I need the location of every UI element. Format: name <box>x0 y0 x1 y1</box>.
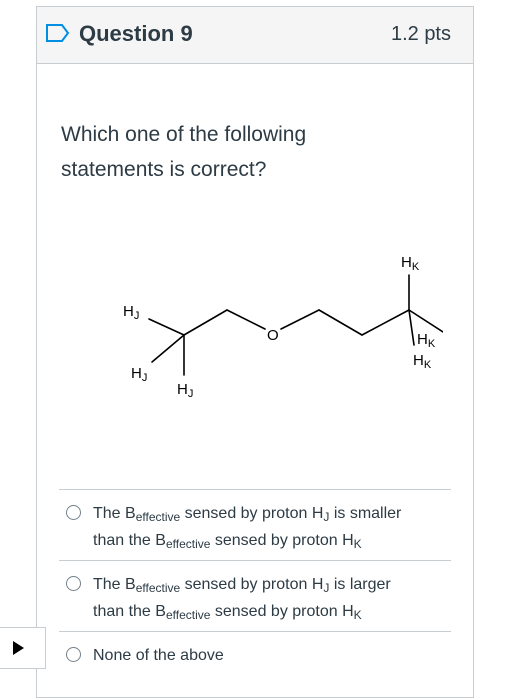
atom-hj-bottom: $H_J$ <box>177 381 194 400</box>
bond-hk-bottom <box>409 310 414 345</box>
bond-hj-left <box>152 335 184 362</box>
bond-c2-o <box>227 310 265 329</box>
bond-c3-c4 <box>319 310 362 335</box>
radio-button[interactable] <box>66 576 81 591</box>
atom-oxygen: O <box>267 327 279 344</box>
answer-option-1-line-2: than the $B_{effective}$ sensed by proton $H_K$ <box>93 532 362 551</box>
bond-o-c3 <box>281 310 319 329</box>
play-icon <box>13 641 24 655</box>
question-title: Question 9 <box>79 21 193 46</box>
radio-button[interactable] <box>66 505 81 520</box>
answer-list <box>59 489 451 682</box>
bond-c1-c2 <box>184 310 227 335</box>
answer-option-3-label: None of the above <box>93 647 224 664</box>
answer-option-1-line-1: The $B_{effective}$ sensed by proton $H_J$ is smaller <box>93 505 402 524</box>
answer-option-2-line-2: than the $B_{effective}$ sensed by proton $H_K$ <box>93 603 362 622</box>
bond-hk-right <box>409 310 443 332</box>
question-text: Which one of the following statements is correct? <box>61 123 307 181</box>
atom-hk-top: $H_K$ <box>401 254 420 273</box>
bond-c4-c5 <box>362 310 409 335</box>
side-panel-toggle[interactable] <box>0 627 46 669</box>
answer-option-1[interactable] <box>59 489 451 560</box>
radio-button[interactable] <box>66 647 81 662</box>
question-card <box>36 6 474 698</box>
answer-option-3[interactable] <box>59 631 451 682</box>
atom-hj-left: $H_J$ <box>131 365 148 384</box>
answer-option-2[interactable] <box>59 560 451 631</box>
molecule-structure <box>73 237 443 417</box>
question-header <box>37 7 473 64</box>
flag-icon[interactable] <box>45 23 71 43</box>
atom-hj-top: $H_J$ <box>123 303 140 322</box>
atom-hk-right: $H_K$ <box>417 331 436 350</box>
answer-option-2-line-1: The $B_{effective}$ sensed by proton $H_J$ is larger <box>93 576 391 595</box>
question-points: 1.2 pts <box>390 23 451 45</box>
atom-hk-bottom: $H_K$ <box>413 352 432 371</box>
bond-hj-top <box>149 319 184 335</box>
